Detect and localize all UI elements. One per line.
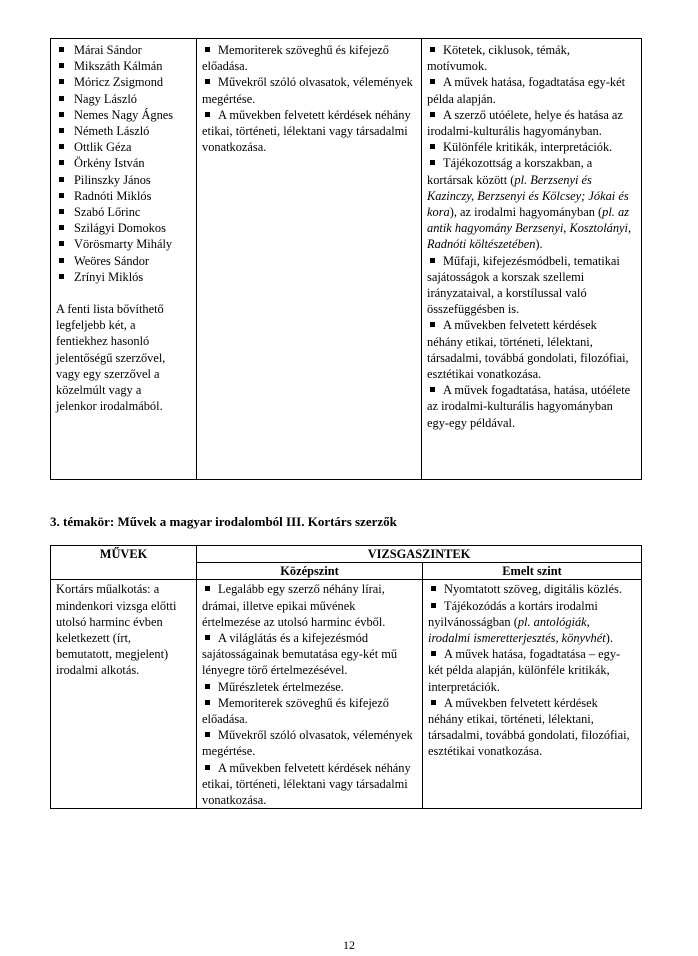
mid-level-cell: [197, 580, 423, 809]
mid-level-cell: [197, 39, 422, 480]
list-item: Memoriterek szöveghű és kifejező előadása.: [202, 695, 389, 727]
list-item: Memoriterek szöveghű és kifejező előadása.: [202, 43, 389, 74]
list-item: Szilágyi Domokos: [56, 220, 192, 236]
advanced-level-cell: [422, 39, 642, 480]
advanced-level-cell: [423, 580, 642, 809]
advanced-level-header: Emelt szint: [423, 563, 642, 580]
list-item: A világlátás és a kifejezésmód sajátosságainak bemutatása egy-két mű lényegre törő értelmezésével.: [202, 631, 398, 678]
works-cell: Kortárs műalkotás: a mindenkori vizsga előtti utolsó harminc évben keletkezett (írt, bemutatott, megjelent) irodalmi alkotás.: [51, 580, 197, 809]
list-item: A művekben felvetett kérdések néhány etikai, történeti, lélektani, társadalmi, továbbá gondolati, filozófiai, esztétikai vonatkozása.: [428, 695, 630, 759]
list-item: Szabó Lőrinc: [56, 204, 192, 220]
list-item: Tájékozottság a korszakban, a kortársak között (pl. Berzsenyi és Kazinczy, Berzsenyi és Kölcsey; Jókai és kora), az irodalmi hagyományban (pl. az antik hagyomány Berzsenyi, Kosztolányi, Radnóti költészetében).: [427, 156, 632, 252]
top-table: [50, 38, 642, 480]
list-item: A szerző utóélete, helye és hatása az irodalmi-kulturális hagyományban.: [427, 107, 623, 139]
list-item: Nemes Nagy Ágnes: [56, 107, 192, 123]
list-item: A művekben felvetett kérdések néhány etikai, történeti, lélektani vagy társadalmi vonatkozása.: [202, 107, 411, 155]
author-list-note: A fenti lista bővíthető legfeljebb két, a fentiekhez hasonló jelentőségű szerzővel, vagy egy szerzővel a közelmúlt vagy a jelenkor irodalmából.: [56, 302, 166, 414]
list-item: Márai Sándor: [56, 42, 192, 58]
authors-cell: [51, 39, 197, 480]
list-item: Művekről szóló olvasatok, vélemények megértése.: [202, 728, 413, 759]
list-item: Művekről szóló olvasatok, vélemények megértése.: [202, 75, 413, 106]
mid-level-header: Középszint: [197, 563, 423, 580]
list-item: Legalább egy szerző néhány lírai, drámai, illetve epikai művének értelmezése az utolsó harminc évből.: [202, 582, 386, 629]
list-item: A művek fogadtatása, hatása, utóélete az irodalmi-kulturális hagyományban egy-egy példával.: [427, 383, 631, 430]
works-column-header: MŰVEK: [51, 546, 197, 580]
page-number: 12: [343, 938, 355, 952]
list-item: Műfaji, kifejezésmódbeli, tematikai sajátosságok a korszak szellemi irányzataival, a korstílussal való összefüggésben is.: [427, 253, 620, 317]
list-item: Kötetek, ciklusok, témák, motívumok.: [427, 43, 570, 74]
list-item: Németh László: [56, 123, 192, 139]
list-item: A művek hatása, fogadtatása egy-két példa alapján.: [427, 75, 626, 106]
list-item: Weöres Sándor: [56, 253, 192, 269]
list-item: A művekben felvetett kérdések néhány etikai, történeti, lélektani vagy társadalmi vonatkozása.: [202, 760, 411, 808]
list-item: Móricz Zsigmond: [56, 74, 192, 90]
list-item: Nyomtatott szöveg, digitális közlés.: [428, 581, 633, 597]
exam-levels-table: [50, 545, 642, 809]
list-item: Örkény István: [56, 155, 192, 171]
list-item: Ottlik Géza: [56, 139, 192, 155]
list-item: Mikszáth Kálmán: [56, 58, 192, 74]
list-item: Tájékozódás a kortárs irodalmi nyilvánosságban (pl. antológiák, irodalmi ismeretterjesztés, könyvhét).: [428, 598, 613, 646]
section-heading: 3. témakör: Művek a magyar irodalomból III. Kortárs szerzők: [50, 514, 397, 529]
list-item: Zrínyi Miklós: [56, 269, 192, 285]
list-item: Radnóti Miklós: [56, 188, 192, 204]
list-item: Pilinszky János: [56, 172, 192, 188]
list-item: A művekben felvetett kérdések néhány etikai, történeti, lélektani, társadalmi, továbbá gondolati, filozófiai, esztétikai vonatkozása.: [427, 318, 629, 382]
list-item: Különféle kritikák, interpretációk.: [427, 139, 633, 155]
list-item: Nagy László: [56, 91, 192, 107]
list-item: Műrészletek értelmezése.: [202, 679, 416, 695]
exam-levels-header: VIZSGASZINTEK: [197, 546, 642, 563]
author-list: [56, 42, 192, 285]
list-item: A művek hatása, fogadtatása – egy-két példa alapján, különféle kritikák, interpretációk.: [428, 647, 621, 694]
list-item: Vörösmarty Mihály: [56, 236, 192, 252]
